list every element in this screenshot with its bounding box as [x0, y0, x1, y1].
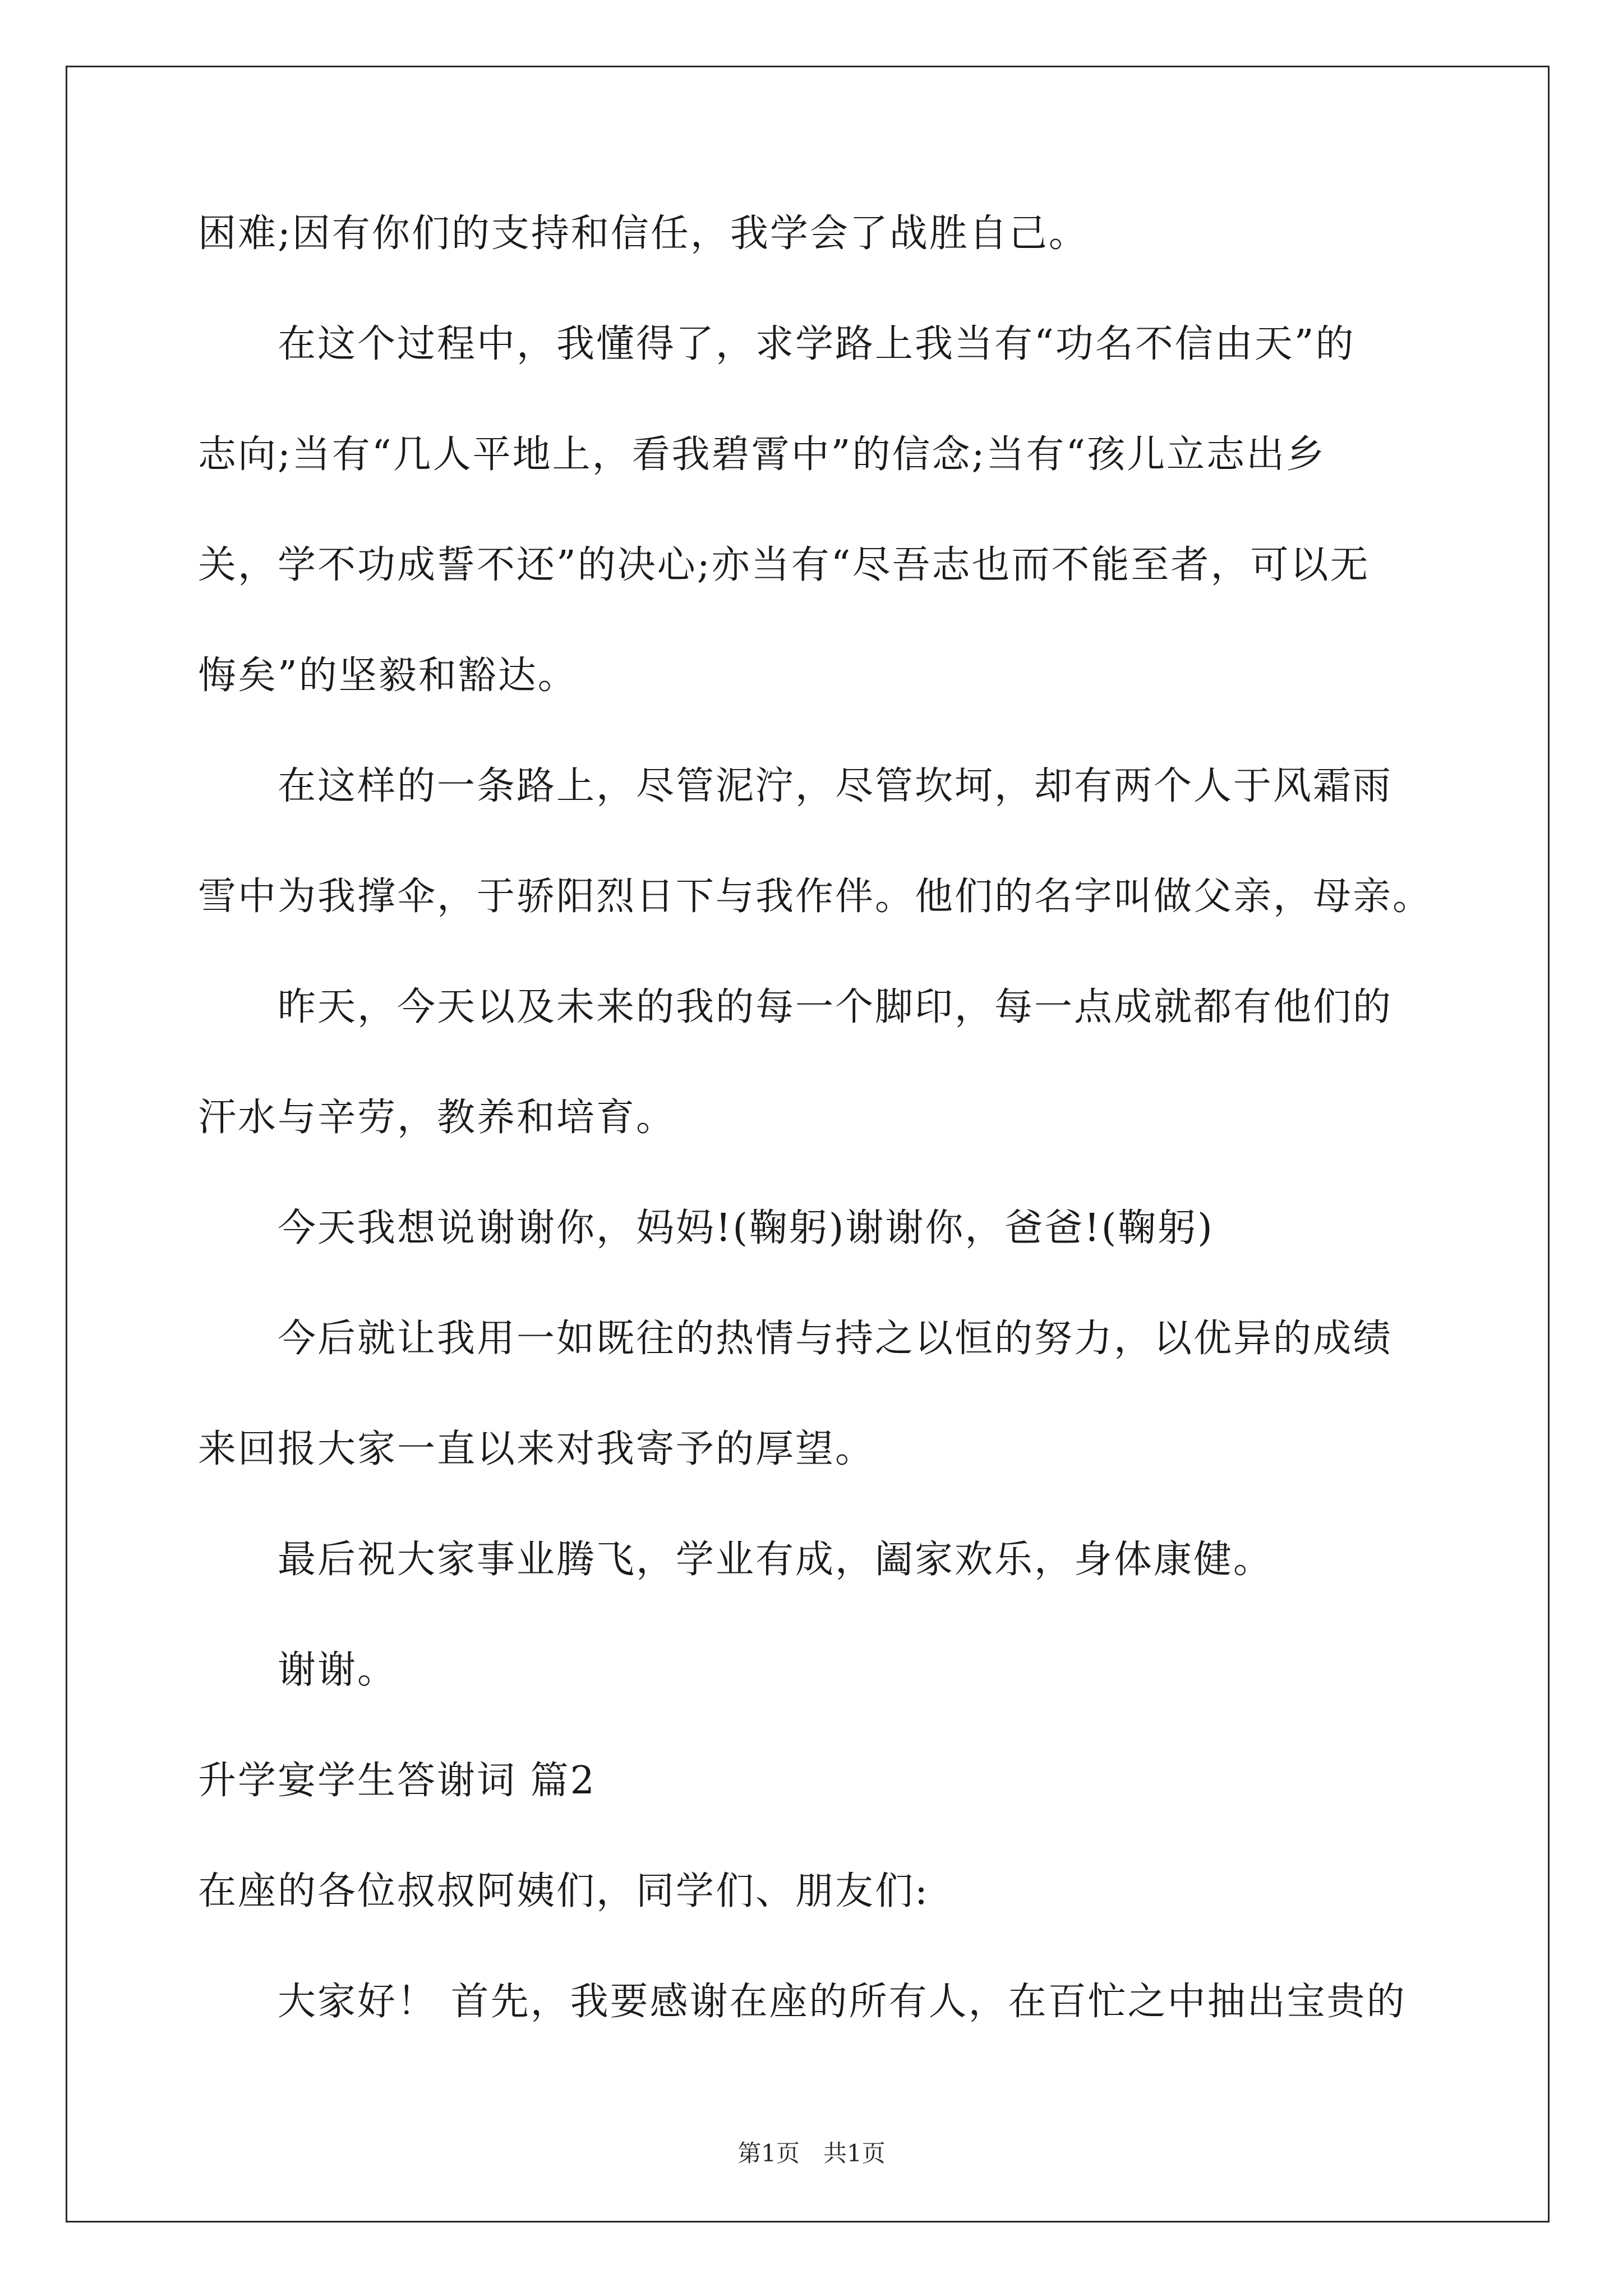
text-line: 悔矣”的坚毅和豁达。	[198, 654, 578, 698]
text-line: 最后祝大家事业腾飞，学业有成，阖家欢乐，身体康健。	[198, 1538, 1274, 1582]
text-line: 今天我想说谢谢你，妈妈!(鞠躬)谢谢你，爸爸!(鞠躬)	[198, 1206, 1214, 1250]
text-line: 大家好！ 首先，我要感谢在座的所有人，在百忙之中抽出宝贵的	[198, 1980, 1407, 2024]
text-line: 志向;当有“几人平地上，看我碧霄中”的信念;当有“孩儿立志出乡	[198, 432, 1326, 477]
text-line: 昨天，今天以及未来的我的每一个脚印，每一点成就都有他们的	[198, 985, 1393, 1029]
text-line: 在这个过程中，我懂得了，求学路上我当有“功名不信由天”的	[198, 322, 1355, 366]
text-line: 谢谢。	[198, 1648, 398, 1692]
text-line: 在座的各位叔叔阿姨们，同学们、朋友们:	[198, 1869, 929, 1913]
page-number-footer: 第1页 共1页	[737, 2139, 886, 2167]
text-line: 来回报大家一直以来对我寄予的厚望。	[198, 1427, 875, 1471]
section-heading: 升学宴学生答谢词 篇2	[198, 1759, 596, 1803]
text-line: 困难;因有你们的支持和信任，我学会了战胜自己。	[198, 211, 1089, 256]
text-line: 雪中为我撑伞，于骄阳烈日下与我作伴。他们的名字叫做父亲，母亲。	[198, 875, 1433, 919]
text-line: 在这样的一条路上，尽管泥泞，尽管坎坷，却有两个人于风霜雨	[198, 764, 1393, 808]
text-line: 今后就让我用一如既往的热情与持之以恒的努力，以优异的成绩	[198, 1317, 1393, 1361]
text-line: 关，学不功成誓不还”的决心;亦当有“尽吾志也而不能至者，可以无	[198, 543, 1370, 587]
text-line: 汗水与辛劳，教养和培育。	[198, 1096, 676, 1140]
